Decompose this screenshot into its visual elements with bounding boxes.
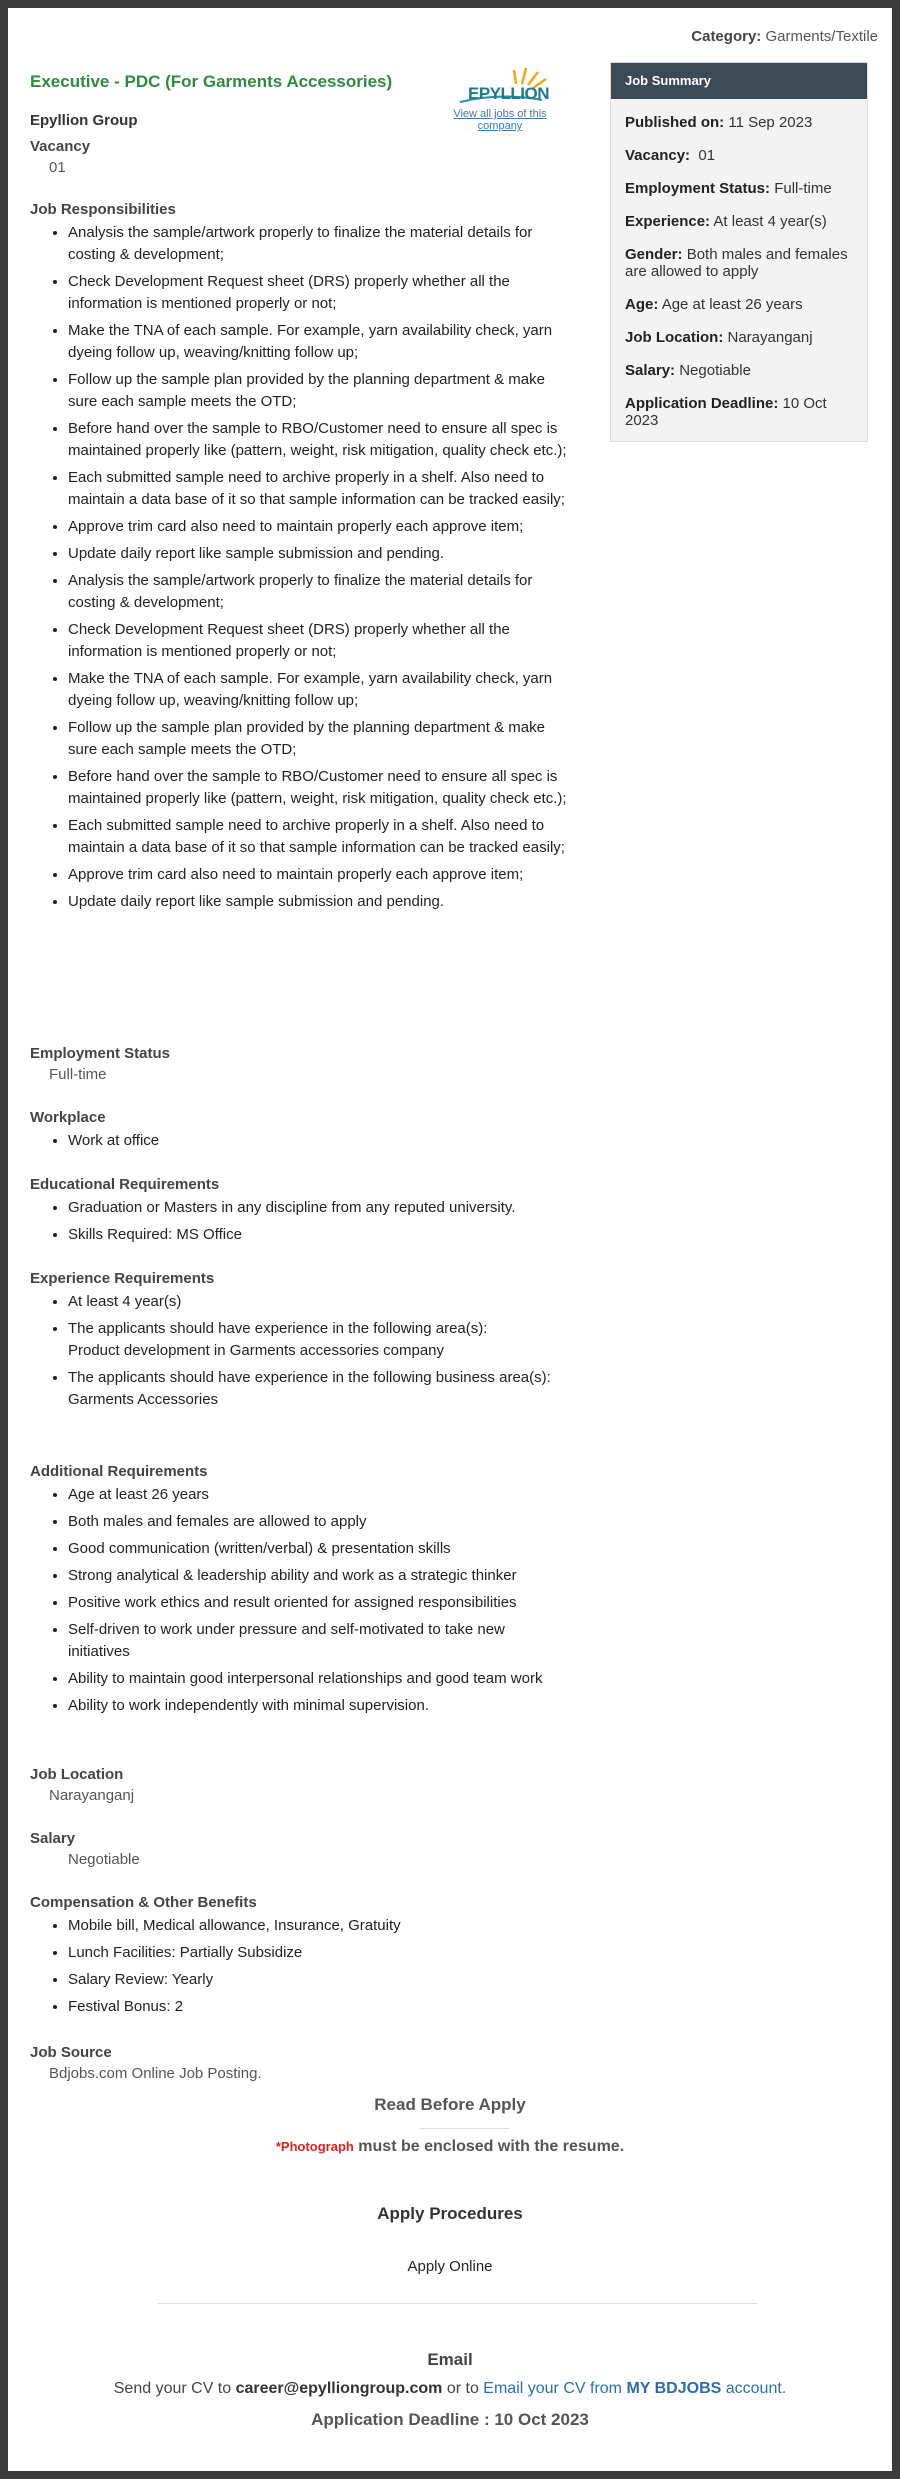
location-section [30,1766,570,1804]
experience-heading: Experience Requirements [30,1270,215,1287]
list-item: • Festival Bonus: 2 [68,1996,570,2018]
list-item: • Both males and females are allowed to apply [68,1511,570,1533]
list-item: • Before hand over the sample to RBO/Customer need to ensure all spec is maintained properly like (pattern, weight, risk mitigation, quality check etc.); [68,766,570,810]
summary-status-label: Employment Status: [625,180,771,197]
experience-area-value: Product development in Garments accessories company [68,1342,445,1359]
summary-gender-label: Gender: [625,246,683,263]
summary-salary-value: Negotiable [679,362,751,379]
education-heading: Educational Requirements [30,1176,220,1193]
email-post-text: account. [725,2380,787,2397]
experience-area-label: The applicants should have experience in the following area(s): [68,1320,488,1337]
source-section [30,2044,570,2082]
experience-business-label: The applicants should have experience in the following business area(s): [68,1369,551,1386]
application-deadline: Application Deadline : 10 Oct 2023 [311,2410,589,2429]
read-before-apply-heading: Read Before Apply [374,2095,526,2114]
summary-experience-value: At least 4 year(s) [713,213,827,230]
photograph-label: *Photograph [275,2139,354,2154]
list-item: • Graduation or Masters in any discipline from any reputed university. [68,1197,570,1219]
email-heading: Email [427,2350,473,2369]
logo-text: EPYLLION [468,84,550,103]
summary-published-value: 11 Sep 2023 [728,114,813,131]
education-section [30,1176,570,1251]
benefits-list [30,1915,570,2018]
summary-salary-label: Salary: [625,362,676,379]
summary-vacancy-label: Vacancy: [625,147,691,164]
location-heading: Job Location [30,1766,124,1783]
job-title: Executive - PDC (For Garments Accessories) [30,72,393,91]
responsibilities-section [30,201,570,918]
apply-procedures-heading: Apply Procedures [377,2204,523,2223]
employment-status-heading: Employment Status [30,1045,171,1062]
salary-heading: Salary [30,1830,76,1847]
responsibilities-list [30,222,570,913]
source-value: Bdjobs.com Online Job Posting. [49,2065,262,2082]
email-pre-text: Send your CV to [113,2380,232,2397]
job-header [30,62,570,132]
divider [158,2303,758,2304]
salary-value: Negotiable [68,1851,140,1868]
email-cv-link[interactable]: Email your CV from [483,2380,622,2397]
summary-vacancy-value: 01 [698,147,716,164]
company-logo-block [430,62,570,132]
benefits-heading: Compensation & Other Benefits [30,1894,257,1911]
list-item: • Follow up the sample plan provided by the planning department & make sure each sample meets the OTD; [68,717,570,761]
summary-gender-value: Both males and females are allowed to apply [625,246,848,280]
employment-status-value: Full-time [49,1066,107,1083]
workplace-list [30,1130,570,1152]
education-list [30,1197,570,1246]
source-heading: Job Source [30,2044,112,2061]
summary-location [625,329,853,346]
summary-deadline-label: Application Deadline: [625,395,779,412]
summary-status-value: Full-time [774,180,832,197]
additional-list [30,1484,570,1717]
list-item [68,1318,570,1362]
list-item: • Approve trim card also need to maintain properly each approve item; [68,864,570,886]
list-item: • Positive work ethics and result oriented for assigned responsibilities [68,1592,570,1614]
additional-heading: Additional Requirements [30,1463,208,1480]
list-item: • Strong analytical & leadership ability and work as a strategic thinker [68,1565,570,1587]
email-instructions [8,2380,892,2398]
vacancy-section [30,138,570,176]
summary-experience [625,213,853,230]
list-item: • Each submitted sample need to archive properly in a shelf. Also need to maintain a data base of it so that sample information can be tracked easily; [68,815,570,859]
list-item: • At least 4 year(s) [68,1291,570,1313]
list-item: • Mobile bill, Medical allowance, Insurance, Gratuity [68,1915,570,1937]
location-value: Narayanganj [49,1787,135,1804]
list-item: • Check Development Request sheet (DRS) properly whether all the information is mentioned properly or not; [68,619,570,663]
email-address[interactable]: career@epylliongroup.com [235,2380,443,2397]
photograph-text: must be enclosed with the resume. [358,2138,625,2155]
vacancy-heading: Vacancy [30,138,91,155]
list-item: • Ability to work independently with minimal supervision. [68,1695,570,1717]
list-item: • Check Development Request sheet (DRS) properly whether all the information is mentioned properly or not; [68,271,570,315]
view-all-jobs-link[interactable]: View all jobs of this company [453,108,547,132]
summary-location-value: Narayanganj [727,329,813,346]
salary-section [30,1830,570,1868]
list-item: • Follow up the sample plan provided by the planning department & make sure each sample meets the OTD; [68,369,570,413]
summary-published [625,114,853,131]
list-item: • Approve trim card also need to maintain properly each approve item; [68,516,570,538]
apply-online-label[interactable]: Apply Online [407,2258,493,2275]
experience-list [30,1291,570,1411]
summary-age [625,296,853,313]
summary-experience-label: Experience: [625,213,711,230]
list-item: • Work at office [68,1130,570,1152]
summary-gender [625,246,853,280]
summary-status [625,180,853,197]
benefits-section [30,1894,570,2023]
list-item: • Lunch Facilities: Partially Subsidize [68,1942,570,1964]
summary-salary [625,362,853,379]
job-summary-header: Job Summary [611,63,867,99]
photograph-note [8,2138,892,2156]
job-summary-panel [610,62,868,442]
summary-vacancy [625,147,853,164]
employment-status-section [30,1045,570,1083]
my-bdjobs-link[interactable]: MY BDJOBS [626,2380,722,2397]
list-item: • Self-driven to work under pressure and self-motivated to take new initiatives [68,1619,570,1663]
summary-deadline-value: 10 Oct 2023 [625,395,827,429]
list-item: • Before hand over the sample to RBO/Customer need to ensure all spec is maintained properly like (pattern, weight, risk mitigation, quality check etc.); [68,418,570,462]
list-item: • Salary Review: Yearly [68,1969,570,1991]
responsibilities-heading: Job Responsibilities [30,201,176,218]
email-mid-text: or to [446,2380,479,2397]
summary-age-label: Age: [625,296,659,313]
category [691,28,878,45]
summary-published-label: Published on: [625,114,725,131]
summary-age-value: Age at least 26 years [661,296,803,313]
list-item: • Make the TNA of each sample. For example, yarn availability check, yarn dyeing follow up, weaving/knitting follow up; [68,668,570,712]
job-page [8,8,892,2471]
experience-business-value: Garments Accessories [68,1391,219,1408]
category-value: Garments/Textile [765,28,878,45]
list-item: • Skills Required: MS Office [68,1224,570,1246]
vacancy-value: 01 [49,159,66,176]
list-item: • Each submitted sample need to archive properly in a shelf. Also need to maintain a data base of it so that sample information can be tracked easily; [68,467,570,511]
list-item: • Ability to maintain good interpersonal relationships and good team work [68,1668,570,1690]
summary-location-label: Job Location: [625,329,724,346]
list-item: • Good communication (written/verbal) & presentation skills [68,1538,570,1560]
list-item [68,1367,570,1411]
company-name: Epyllion Group [30,112,138,129]
list-item: • Make the TNA of each sample. For example, yarn availability check, yarn dyeing follow up, weaving/knitting follow up; [68,320,570,364]
summary-deadline [625,395,853,429]
workplace-section [30,1109,570,1157]
company-logo [430,62,570,108]
additional-section [30,1463,570,1722]
list-item: • Age at least 26 years [68,1484,570,1506]
workplace-heading: Workplace [30,1109,106,1126]
list-item: • Analysis the sample/artwork properly to finalize the material details for costing & development; [68,222,570,266]
experience-section [30,1270,570,1416]
list-item: • Update daily report like sample submission and pending. [68,543,570,565]
list-item: • Update daily report like sample submission and pending. [68,891,570,913]
category-label: Category: [691,28,762,45]
divider [420,2128,510,2129]
list-item: • Analysis the sample/artwork properly to finalize the material details for costing & development; [68,570,570,614]
